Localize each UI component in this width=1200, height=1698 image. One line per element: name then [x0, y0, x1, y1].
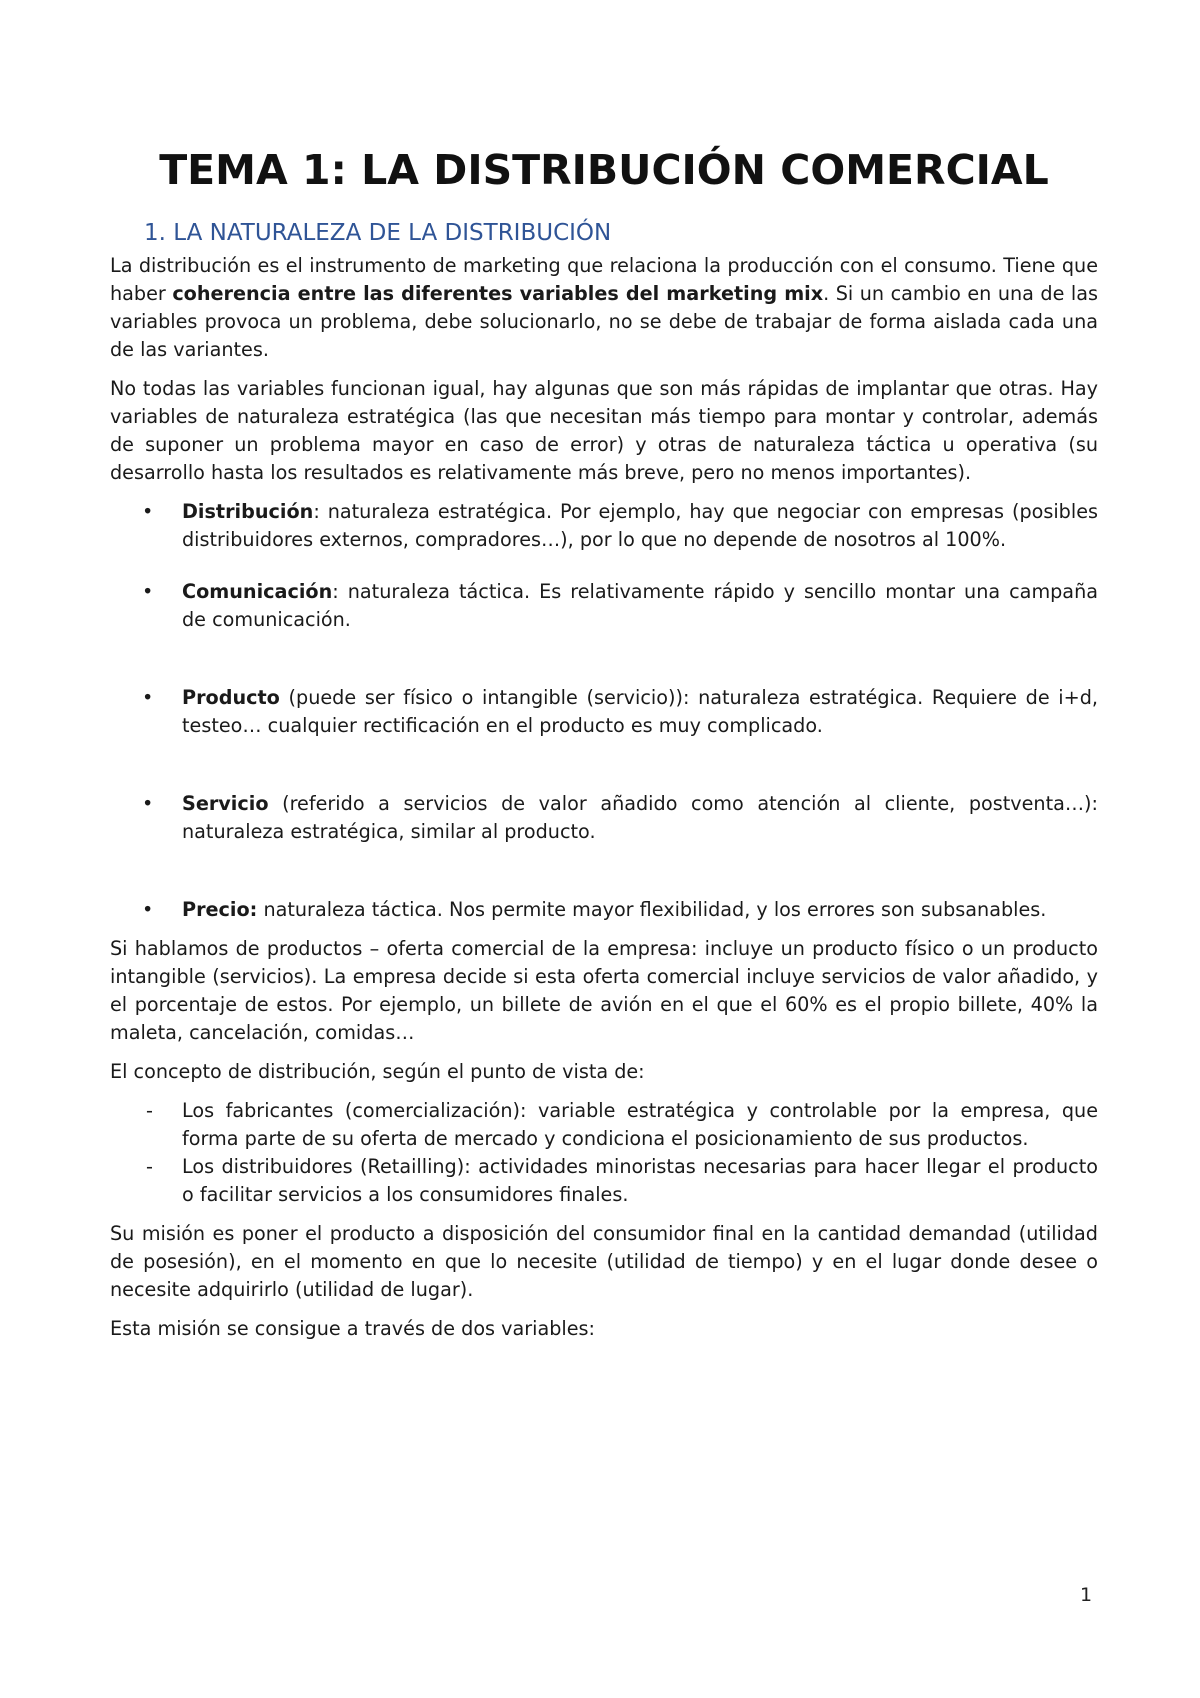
bullet-text: : naturaleza táctica. Es relativamente rápido y sencillo montar una campaña de comunicación.: [182, 580, 1098, 631]
document-body: [110, 140, 1098, 1354]
dash-icon: -: [146, 1099, 153, 1122]
dash-text: Los fabricantes (comercialización): variable estratégica y controlable por la empresa, que forma parte de su oferta de mercado y condiciona el posicionamiento de sus productos.: [182, 1099, 1098, 1150]
bullet-term: Comunicación: [182, 580, 333, 603]
paragraph-intro-text-a: La distribución es el instrumento de marketing que relaciona la producción con el consumo. Tiene que haber: [110, 254, 1098, 305]
bullet-item-comunicacion: [110, 578, 1098, 634]
bullet-item-producto: [110, 684, 1098, 740]
dash-item-fabricantes: [110, 1097, 1098, 1153]
paragraph-intro-text-c: . Si un cambio en una de las variables provoca un problema, debe solucionarlo, no se debe de trabajar de forma aislada cada una de las variantes.: [110, 282, 1098, 361]
bullet-icon: •: [142, 500, 154, 523]
bullet-term: Precio:: [182, 898, 258, 921]
bullet-item-servicio: [110, 790, 1098, 846]
dash-icon: -: [146, 1155, 153, 1178]
document-title: TEMA 1: LA DISTRIBUCIÓN COMERCIAL: [159, 146, 1049, 194]
paragraph-variables: No todas las variables funcionan igual, hay algunas que son más rápidas de implantar que otras. Hay variables de naturaleza estratégica (las que necesitan más tiempo para montar y controlar, además de suponer un problema mayor en caso de error) y otras de naturaleza táctica u operativa (su desarrollo hasta los resultados es relativamente más breve, pero no menos importantes).: [110, 377, 1098, 484]
bullet-text: : naturaleza estratégica. Por ejemplo, hay que negociar con empresas (posibles distribuidores externos, compradores…), por lo que no depende de nosotros al 100%.: [182, 500, 1098, 551]
bullet-item-distribucion: [110, 498, 1098, 554]
paragraph-products: Si hablamos de productos – oferta comercial de la empresa: incluye un producto físico o un producto intangible (servicios). La empresa decide si esta oferta comercial incluye servicios de valor añadido, y el porcentaje de estos. Por ejemplo, un billete de avión en el que el 60% es el propio billete, 40% la maleta, cancelación, comidas…: [110, 937, 1098, 1044]
paragraph-concept: El concepto de distribución, según el punto de vista de:: [110, 1060, 645, 1083]
paragraph-intro-bold: coherencia entre las diferentes variables del marketing mix: [172, 282, 824, 305]
page-number: 1: [1080, 1584, 1093, 1606]
bullet-term: Producto: [182, 686, 280, 709]
bullet-term: Servicio: [182, 792, 269, 815]
bullet-text: naturaleza táctica. Nos permite mayor flexibilidad, y los errores son subsanables.: [257, 898, 1047, 921]
bullet-icon: •: [142, 792, 154, 815]
bullet-list: [110, 498, 1098, 924]
paragraph-mission: Su misión es poner el producto a disposición del consumidor final en la cantidad demandad (utilidad de posesión), en el momento en que lo necesite (utilidad de tiempo) y en el lugar donde desee o necesite adquirirlo (utilidad de lugar).: [110, 1222, 1098, 1301]
bullet-term: Distribución: [182, 500, 314, 523]
bullet-icon: •: [142, 686, 154, 709]
bullet-item-precio: [110, 896, 1098, 924]
bullet-icon: •: [142, 898, 154, 921]
bullet-text: (referido a servicios de valor añadido como atención al cliente, postventa…): naturaleza estratégica, similar al producto.: [182, 792, 1098, 843]
section-heading: 1. LA NATURALEZA DE LA DISTRIBUCIÓN: [144, 220, 612, 246]
dash-list: [110, 1097, 1098, 1209]
dash-item-distribuidores: [110, 1153, 1098, 1209]
paragraph-intro: [110, 252, 1098, 364]
bullet-icon: •: [142, 580, 154, 603]
dash-text: Los distribuidores (Retailling): actividades minoristas necesarias para hacer llegar el producto o facilitar servicios a los consumidores finales.: [182, 1155, 1098, 1206]
bullet-text: (puede ser físico o intangible (servicio)): naturaleza estratégica. Requiere de i+d, testeo… cualquier rectificación en el producto es muy complicado.: [182, 686, 1098, 737]
paragraph-variables-two: Esta misión se consigue a través de dos variables:: [110, 1317, 596, 1340]
